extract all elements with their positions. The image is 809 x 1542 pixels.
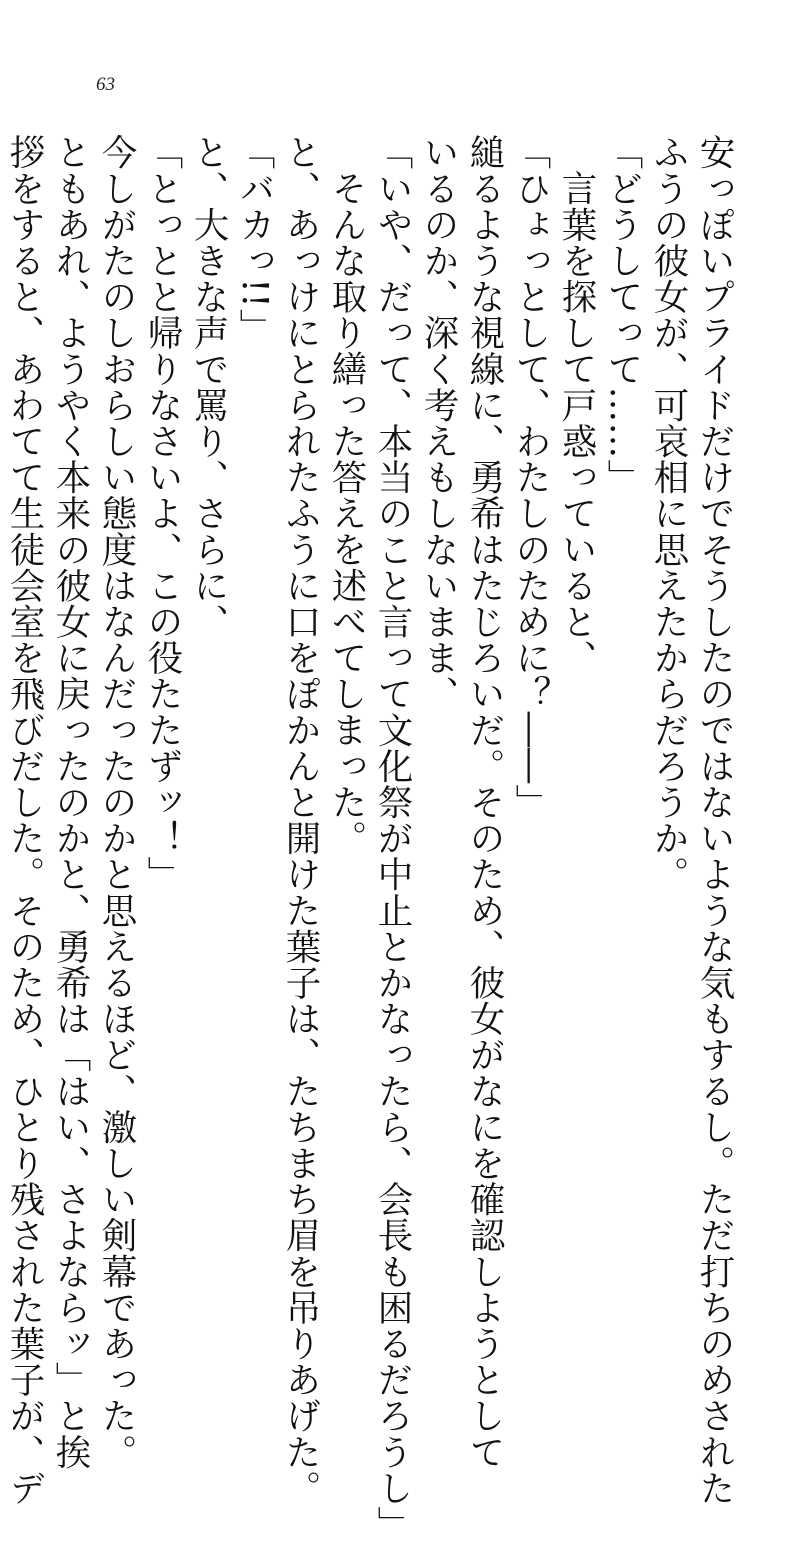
text-line: 「とっとと帰りなさいよ、この役たたずッ！」 [142,134,183,893]
text-line: 拶をすると、あわてて生徒会室を飛びだした。そのため、ひとり残された葉子が、デ [4,134,45,1506]
page-number: 63 [96,74,115,95]
vertical-text-body [4,134,737,1542]
text-line: ともあれ、ようやく本来の彼女に戻ったのかと、勇希は「はい、さよならッ」と挨 [50,134,91,1470]
text-line: そんな取り繕った答えを述べてしまった。 [326,169,367,856]
text-line: 言葉を探して戸惑っていると、 [556,169,597,675]
text-line: 「いや、だって、本当のこと言って文化祭が中止とかなったら、会長も困るだろうし」 [372,134,413,1542]
text-line: いるのか、深く考えもしないまま、 [418,134,459,712]
text-line: ふうの彼女が、可哀相に思えたからだろうか。 [648,134,689,893]
text-line: 「ひょっとして、わたしのために？――」 [510,134,551,820]
text-line: 今しがたのしおらしい態度はなんだったのかと思えるほど、激しい剣幕であった。 [96,134,137,1470]
text-line: 「バカっ!!」 [234,134,275,345]
text-line: と、あっけにとられたふうに口をぽかんと開けた葉子は、たちまち眉を吊りあげた。 [280,134,321,1506]
text-line: 「どうしてって……」 [602,134,643,495]
text-line: 縋るような視線に、勇希はたじろいだ。そのため、彼女がなにを確認しようとして [464,134,505,1470]
text-line: 安っぽいプライドだけでそうしたのではないような気もするし。ただ打ちのめされた [694,134,735,1506]
text-line: と、大きな声で罵り、さらに、 [188,134,229,640]
